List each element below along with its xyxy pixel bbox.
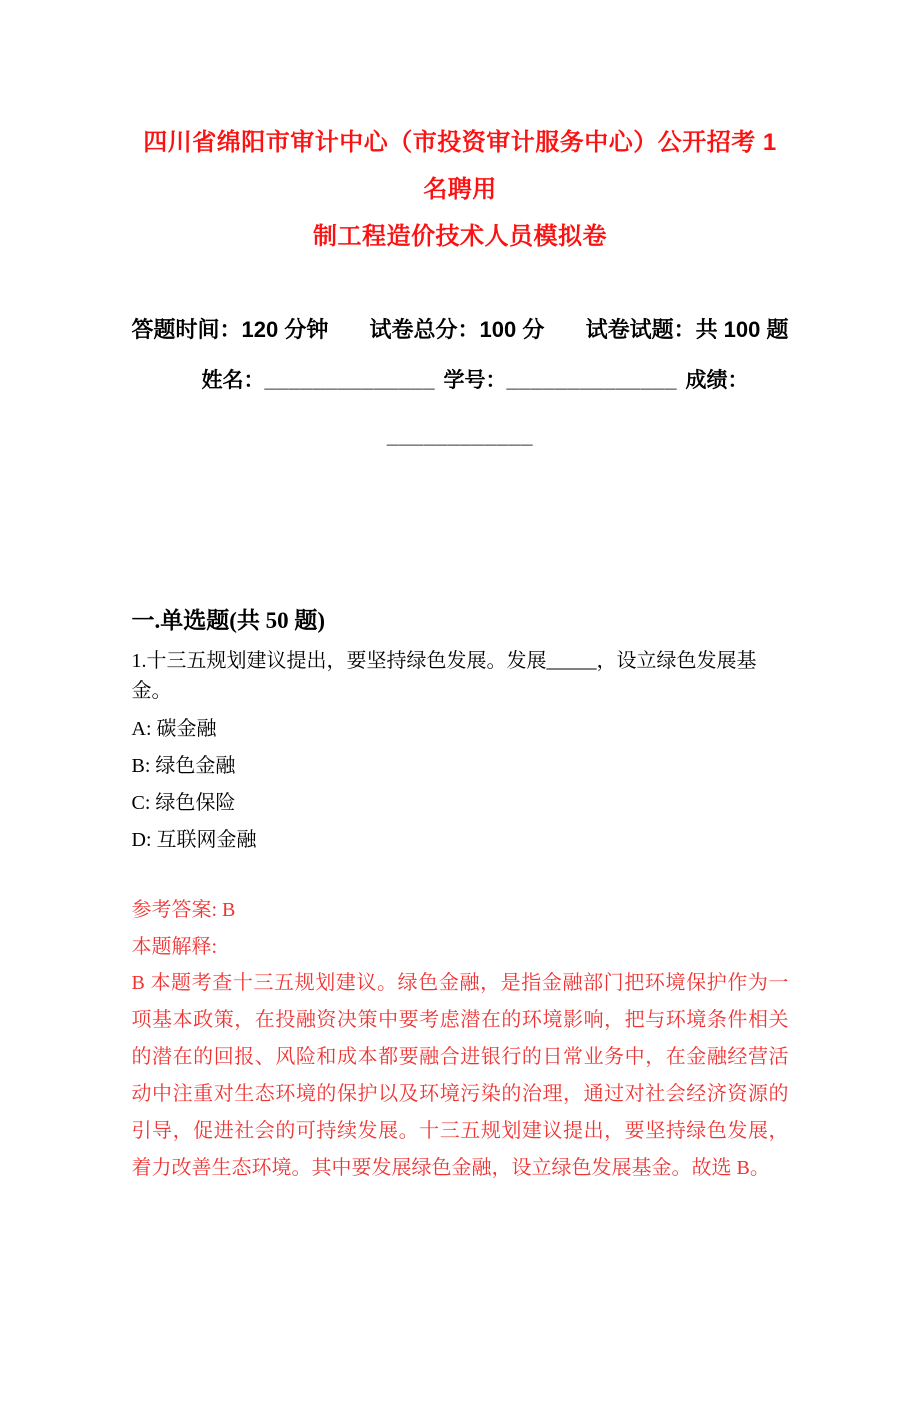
option-a: A: 碳金融	[131, 718, 217, 740]
options-list	[132, 714, 789, 862]
student-id-field	[444, 366, 678, 396]
page-content	[132, 119, 789, 1187]
student-fields-row	[132, 366, 789, 396]
exam-meta-row	[132, 315, 789, 345]
option-d: D: 互联网金融	[131, 829, 257, 851]
score-blank: ____________	[386, 425, 534, 448]
option-c: C: 绿色保险	[131, 792, 236, 814]
reference-answer: 参考答案: B	[131, 899, 236, 921]
exam-question-count: 试卷试题：共 100 题	[585, 317, 789, 342]
name-field	[202, 366, 436, 396]
name-blank: ______________	[264, 369, 436, 392]
document-title-line-1: 四川省绵阳市审计中心（市投资审计服务中心）公开招考 1 名聘用	[143, 129, 777, 203]
score-field	[686, 366, 749, 396]
section-heading: 一.单选题(共 50 题)	[131, 608, 326, 633]
explanation-label: 本题解释:	[131, 936, 218, 958]
explanation-paragraph: B 本题考查十三五规划建议。绿色金融，是指金融部门把环境保护作为一项基本政策，在投融资决策中要考虑潜在的环境影响，把与环境条件相关的潜在的回报、风险和成本都要融合进银行的日常业务中，在金融经营活动中注重对生态环境的保护以及环境污染的治理，通过对社会经济资源的引导，促进社会的可持续发展。十三五规划建议提出，要坚持绿色发展，着力改善生态环境。其中要发展绿色金融，设立绿色发展基金。故选 B。	[131, 972, 789, 1179]
question-text: 1.十三五规划建议提出，要坚持绿色发展。发展_____，设立绿色发展基金。	[131, 650, 757, 702]
score-blank-line	[132, 422, 789, 452]
exam-total-score: 试卷总分：100 分	[369, 317, 545, 342]
student-id-label: 学号：	[443, 369, 507, 392]
document-title-line-2: 制工程造价技术人员模拟卷	[313, 223, 607, 250]
exam-paper-page	[0, 119, 920, 1421]
score-label: 成绩：	[685, 369, 749, 392]
student-id-blank: ______________	[506, 369, 678, 392]
exam-time: 答题时间：120 分钟	[131, 317, 329, 342]
name-label: 姓名：	[201, 369, 265, 392]
document-title	[132, 119, 789, 260]
option-b: B: 绿色金融	[131, 755, 236, 777]
